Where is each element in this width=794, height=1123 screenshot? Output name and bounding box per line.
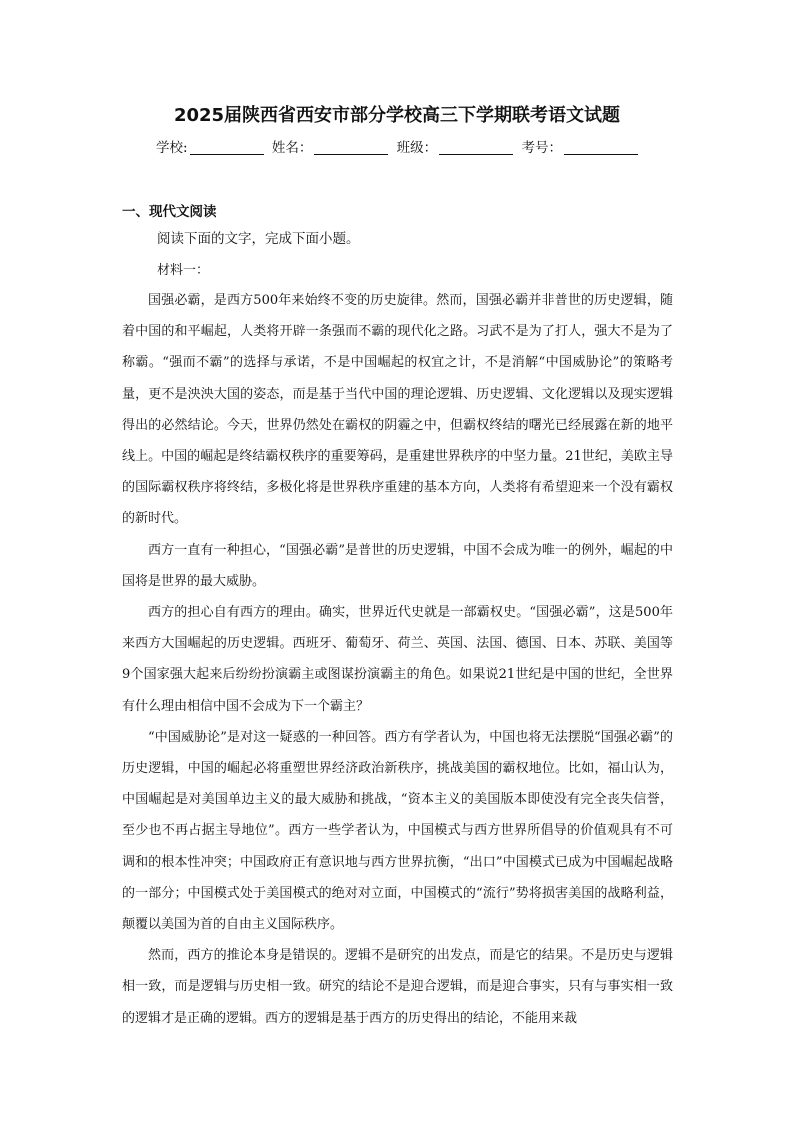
school-field <box>156 138 264 158</box>
class-blank[interactable] <box>439 140 513 155</box>
student-info-row <box>0 138 794 158</box>
material-label: 材料一： <box>157 263 210 278</box>
passage-paragraph: 西方一直有一种担心，“国强必霸”是普世的历史逻辑，中国不会成为唯一的例外，崛起的中国将是世界的最大威胁。 <box>122 542 673 589</box>
reading-instruction: 阅读下面的文字，完成下面小题。 <box>157 231 360 247</box>
class-label: 班级： <box>396 140 438 156</box>
reading-passage <box>122 285 673 1034</box>
passage-paragraph: 然而，西方的推论本身是错误的。逻辑不是研究的出发点，而是它的结果。不是历史与逻辑相一致，而是逻辑与历史相一致。研究的结论不是迎合逻辑，而是迎合事实，只有与事实相一致的逻辑才是正确的逻辑。西方的逻辑是基于西方的历史得出的结论，不能用来裁 <box>122 948 673 1026</box>
exam-number-blank[interactable] <box>564 140 638 155</box>
exam-number-label: 考号： <box>521 140 562 156</box>
passage-paragraph: 西方的担心自有西方的理由。确实，世界近代史就是一部霸权史。“国强必霸”，这是500年来西方大国崛起的历史逻辑。西班牙、葡萄牙、荷兰、英国、法国、德国、日本、苏联、美国等9个国家强大起来后纷纷扮演霸主或图谋扮演霸主的角色。如果说21世纪是中国的世纪，全世界有什么理由相信中国不会成为下一个霸主？ <box>122 605 673 714</box>
name-label: 姓名： <box>271 140 313 156</box>
exam-number-field <box>521 138 638 158</box>
name-field <box>272 138 389 158</box>
page-title: 2025届陕西省西安市部分学校高三下学期联考语文试题 <box>173 105 621 126</box>
passage-paragraph: “中国威胁论”是对这一疑惑的一种回答。西方有学者认为，中国也将无法摆脱“国强必霸”的历史逻辑，中国的崛起必将重塑世界经济政治新秩序，挑战美国的霸权地位。比如，福山认为，中国崛起是对美国单边主义的最大威胁和挑战，“资本主义的美国版本即使没有完全丧失信誉，至少也不再占据主导地位”。西方一些学者认为，中国模式与西方世界所倡导的价值观具有不可调和的根本性冲突；中国政府正有意识地与西方世界抗衡，“出口”中国模式已成为中国崛起战略的一部分；中国模式处于美国模式的绝对对立面，中国模式的“流行”势将损害美国的战略利益，颠覆以美国为首的自由主义国际秩序。 <box>122 729 673 933</box>
passage-paragraph: 国强必霸，是西方500年来始终不变的历史旋律。然而，国强必霸并非普世的历史逻辑，随着中国的和平崛起，人类将开辟一条强而不霸的现代化之路。习武不是为了打人，强大不是为了称霸。“强而不霸”的选择与承诺，不是中国崛起的权宜之计，不是消解“中国威胁论”的策略考量，更不是泱泱大国的姿态，而是基于当代中国的理论逻辑、历史逻辑、文化逻辑以及现实逻辑得出的必然结论。今天，世界仍然处在霸权的阴霾之中，但霸权终结的曙光已经展露在新的地平线上。中国的崛起是终结霸权秩序的重要筹码，是重建世界秩序的中坚力量。21世纪，美欧主导的国际霸权秩序将终结，多极化将是世界秩序重建的基本方向，人类将有希望迎来一个没有霸权的新时代。 <box>122 293 673 527</box>
section-heading: 一、现代文阅读 <box>122 204 217 220</box>
class-field <box>397 138 514 158</box>
name-blank[interactable] <box>314 140 388 155</box>
school-label: 学校: <box>156 140 188 156</box>
school-blank[interactable] <box>190 140 264 155</box>
